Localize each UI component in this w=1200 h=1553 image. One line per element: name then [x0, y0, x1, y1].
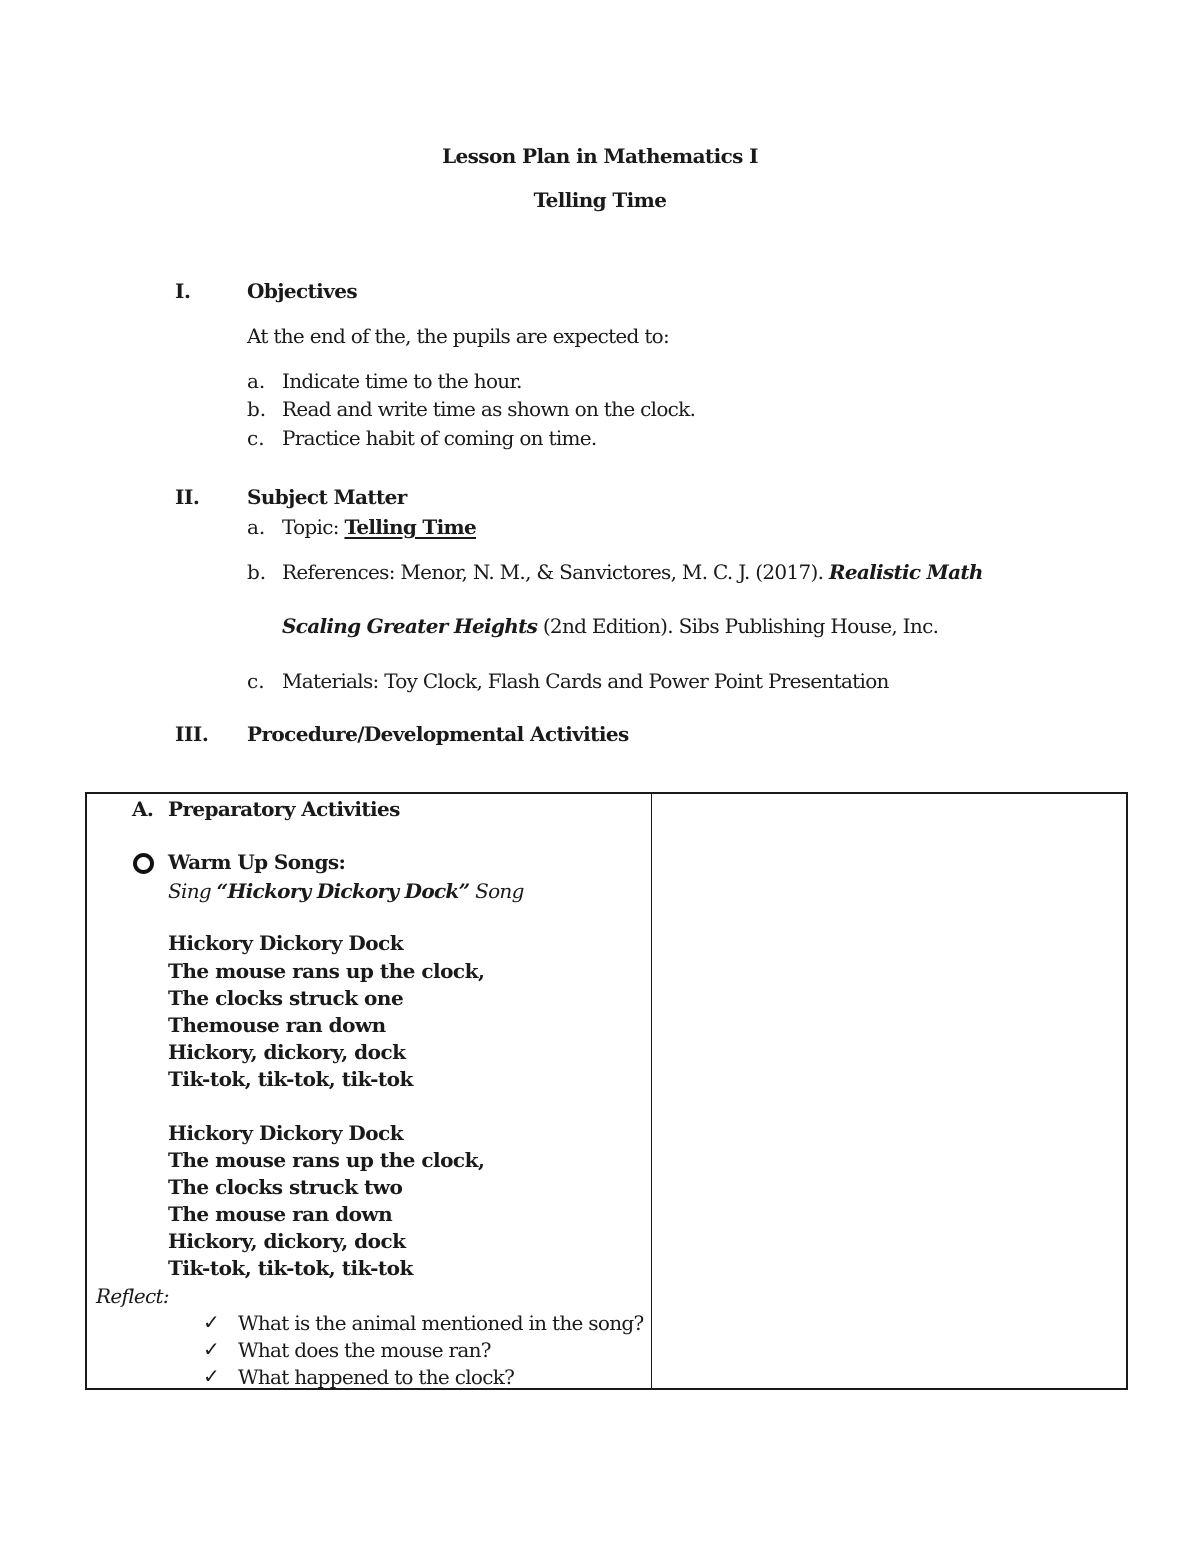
objectives-intro: At the end of the, the pupils are expected to: — [247, 324, 670, 348]
topic-value: Telling Time — [344, 515, 476, 539]
section-heading: Procedure/Developmental Activities — [247, 722, 629, 746]
topic-line — [282, 515, 476, 539]
circle-bullet-icon — [133, 853, 154, 874]
section-numeral: I. — [175, 279, 191, 303]
sing-suffix: Song — [469, 879, 524, 903]
checkmark-icon: ✓ — [203, 1364, 220, 1388]
reflect-question: What is the animal mentioned in the song? — [238, 1311, 644, 1335]
materials-line: Materials: Toy Clock, Flash Cards and Power Point Presentation — [282, 669, 889, 693]
checkmark-icon: ✓ — [203, 1337, 220, 1361]
part-label: A. — [132, 797, 154, 821]
list-item: Read and write time as shown on the clock. — [282, 397, 696, 421]
topic-prefix: Topic: — [282, 515, 345, 539]
lyric-line: Tik-tok, tik-tok, tik-tok — [168, 1067, 413, 1091]
list-item: Practice habit of coming on time. — [282, 426, 597, 450]
section-heading: Objectives — [247, 279, 357, 303]
reflect-label: Reflect: — [96, 1284, 169, 1308]
warmup-heading: Warm Up Songs: — [168, 850, 346, 874]
reflect-question: What happened to the clock? — [238, 1365, 515, 1389]
sing-instruction — [168, 879, 524, 903]
list-label: c. — [247, 426, 265, 450]
sing-prefix: Sing — [168, 879, 217, 903]
list-item: Indicate time to the hour. — [282, 369, 522, 393]
lyric-line: Hickory, dickory, dock — [168, 1229, 406, 1253]
reflect-question: What does the mouse ran? — [238, 1338, 491, 1362]
lyric-line: Hickory Dickory Dock — [168, 931, 404, 955]
list-label: a. — [247, 515, 266, 539]
lyric-line: The mouse rans up the clock, — [168, 959, 485, 983]
list-label: b. — [247, 560, 267, 584]
lyric-line: Hickory, dickory, dock — [168, 1040, 406, 1064]
list-label: b. — [247, 397, 267, 421]
references-suffix: (2nd Edition). Sibs Publishing House, Inc. — [537, 614, 939, 638]
lyric-line: Hickory Dickory Dock — [168, 1121, 404, 1145]
checkmark-icon: ✓ — [203, 1310, 220, 1334]
part-heading: Preparatory Activities — [168, 797, 400, 821]
lyric-line: Themouse ran down — [168, 1013, 386, 1037]
list-label: a. — [247, 369, 266, 393]
section-heading: Subject Matter — [247, 485, 407, 509]
lyric-line: Tik-tok, tik-tok, tik-tok — [168, 1256, 413, 1280]
section-numeral: II. — [175, 485, 200, 509]
book-title-part2: Scaling Greater Heights — [282, 614, 538, 638]
lyric-line: The clocks struck one — [168, 986, 404, 1010]
page-title: Lesson Plan in Mathematics I — [442, 144, 758, 168]
book-title-part1: Realistic Math — [828, 560, 983, 584]
section-numeral: III. — [175, 722, 209, 746]
references-line-1 — [282, 560, 983, 584]
list-label: c. — [247, 669, 265, 693]
lyric-line: The mouse rans up the clock, — [168, 1148, 485, 1172]
song-title: “Hickory Dickory Dock” — [216, 879, 470, 903]
page-subtitle: Telling Time — [533, 188, 667, 212]
lyric-line: The clocks struck two — [168, 1175, 403, 1199]
table-column-divider — [651, 794, 652, 1388]
lyric-line: The mouse ran down — [168, 1202, 393, 1226]
references-line-2 — [282, 614, 938, 638]
references-prefix: References: Menor, N. M., & Sanvictores, M. C. J. (2017). — [282, 560, 829, 584]
